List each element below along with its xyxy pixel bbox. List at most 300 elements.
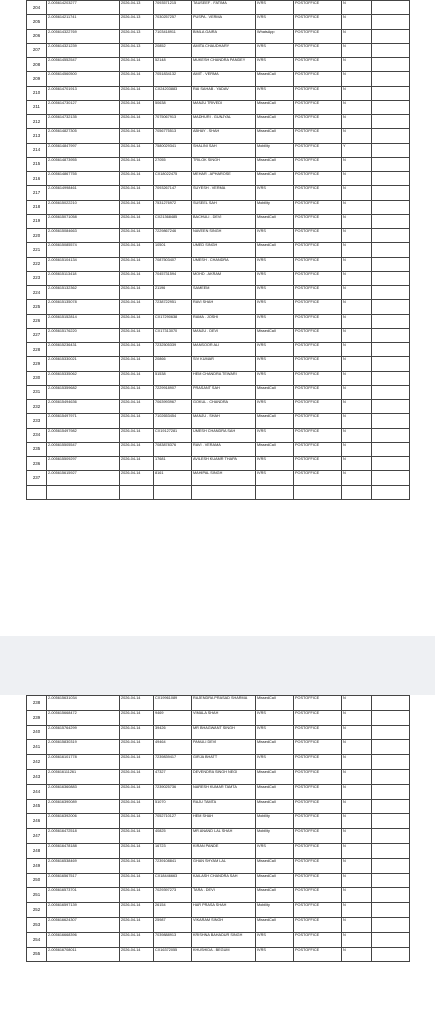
source-cell: POSTOFFICE [294,100,342,114]
source-cell: POSTOFFICE [294,214,342,228]
table-row [27,873,410,888]
booking-id-cell: 2-005614203277 [47,1,120,15]
remarks-cell [372,814,410,829]
table-row [27,58,410,72]
channel-cell: IVRS [256,186,294,200]
remarks-cell [372,784,410,799]
customer-id-cell: 10501 [154,243,192,257]
remarks-cell [372,43,410,57]
flag-cell: N [342,755,372,770]
booking-id-cell: 2-005615022210 [47,200,120,214]
channel-cell: MissedCall [256,799,294,814]
source-cell: POSTOFFICE [294,740,342,755]
date-cell [120,485,154,499]
table-row [27,271,410,285]
flag-cell: N [342,843,372,858]
customer-name-cell: KAILASH CHANDRA SAH [192,873,256,888]
date-cell: 2026-04-13 [120,15,154,29]
customer-id-cell: 7232505339 [154,343,192,357]
date-cell: 2026-04-14 [120,357,154,371]
source-cell: POSTOFFICE [294,172,342,186]
serial-number-cell: 212 [27,115,47,129]
source-cell: POSTOFFICE [294,814,342,829]
date-cell: 2026-04-14 [120,115,154,129]
date-cell: 2026-04-14 [120,371,154,385]
document-page-2 [26,695,409,962]
customer-id-cell: 8161 [154,471,192,485]
customer-name-cell: UMESH . CHANDRA [192,257,256,271]
flag-cell: N [342,442,372,456]
customer-name-cell: PRASANT SAH [192,385,256,399]
booking-id-cell [47,485,120,499]
source-cell: POSTOFFICE [294,300,342,314]
table-row [27,300,410,314]
customer-name-cell: UMED SINGH [192,243,256,257]
remarks-cell [372,829,410,844]
remarks-cell [372,300,410,314]
remarks-cell [372,72,410,86]
customer-name-cell: MANSOOR ALI [192,343,256,357]
table-row [27,15,410,29]
customer-id-cell: 20866 [154,357,192,371]
customer-id-cell: 9469 [154,710,192,725]
customer-id-cell: 7039888913 [154,932,192,947]
date-cell: 2026-04-14 [120,314,154,328]
remarks-cell [372,1,410,15]
customer-id-cell: 27055 [154,157,192,171]
remarks-cell [372,873,410,888]
serial-number-cell: 244 [27,784,47,799]
flag-cell: N [342,784,372,799]
customer-id-cell: CX19127281 [154,428,192,442]
flag-cell: N [342,172,372,186]
serial-number-cell: 248 [27,843,47,858]
remarks-cell [372,200,410,214]
date-cell: 2026-04-14 [120,932,154,947]
table-row [27,200,410,214]
customer-name-cell: PANULI DEVI [192,740,256,755]
source-cell: POSTOFFICE [294,843,342,858]
customer-id-cell: 20852 [154,43,192,57]
customer-name-cell: RAMA . JOSHI [192,314,256,328]
table-row [27,186,410,200]
remarks-cell [372,769,410,784]
serial-number-cell: 224 [27,286,47,300]
flag-cell: N [342,947,372,962]
remarks-cell [372,457,410,471]
table-row [27,784,410,799]
table-row [27,343,410,357]
remarks-cell [372,799,410,814]
remarks-cell [372,186,410,200]
date-cell: 2026-04-13 [120,29,154,43]
remarks-cell [372,843,410,858]
remarks-cell [372,129,410,143]
table-row [27,947,410,962]
remarks-cell [372,229,410,243]
booking-id-cell: 2-005615104134 [47,257,120,271]
serial-number-cell: 230 [27,371,47,385]
customer-name-cell: AVILESH KUAMR THAPA [192,457,256,471]
flag-cell: N [342,115,372,129]
booking-id-cell: 2-005614211741 [47,15,120,29]
remarks-cell [372,86,410,100]
customer-name-cell: NARESH KUMAR TAMTA [192,784,256,799]
customer-name-cell: RAJENDRA PRASAD SHARMA [192,696,256,711]
channel-cell: MissedCall [256,172,294,186]
serial-number-cell: 207 [27,43,47,57]
channel-cell: MissedCall [256,72,294,86]
serial-number-cell: 236 [27,457,47,471]
customer-name-cell: GHAN SHYAM LAL [192,858,256,873]
channel-cell: MissedCall [256,740,294,755]
customer-name-cell: HAR PRASA SHAH [192,903,256,918]
date-cell: 2026-04-14 [120,271,154,285]
serial-number-cell: 254 [27,932,47,947]
remarks-cell [372,414,410,428]
flag-cell: N [342,917,372,932]
remarks-cell [372,29,410,43]
source-cell: POSTOFFICE [294,328,342,342]
serial-number-cell: 222 [27,257,47,271]
flag-cell: N [342,186,372,200]
serial-number-cell: 221 [27,243,47,257]
booking-id-cell: 2-005615497971 [47,414,120,428]
flag-cell: N [342,710,372,725]
channel-cell: MissedCall [256,917,294,932]
customer-name-cell: TARA . DEVI [192,888,256,903]
channel-cell: MissedCall [256,696,294,711]
table-row [27,769,410,784]
customer-id-cell: 7029397273 [154,888,192,903]
customer-name-cell: HEM CHANDRA TEWARI [192,371,256,385]
booking-id-cell: 2-005614560500 [47,72,120,86]
source-cell: POSTOFFICE [294,29,342,43]
table-row [27,858,410,873]
channel-cell: Mobility [256,829,294,844]
date-cell: 2026-04-14 [120,286,154,300]
booking-id-cell: 2-005615113418 [47,271,120,285]
customer-name-cell: RAJU TAMTA [192,799,256,814]
flag-cell: N [342,932,372,947]
channel-cell: MissedCall [256,858,294,873]
booking-id-cell: 2-005614867755 [47,172,120,186]
channel-cell: MissedCall [256,769,294,784]
booking-id-cell: 2-005616360883 [47,784,120,799]
channel-cell: IVRS [256,314,294,328]
flag-cell: N [342,371,372,385]
date-cell: 2026-04-14 [120,696,154,711]
customer-name-cell: KIRAN PANDE [192,843,256,858]
flag-cell: N [342,286,372,300]
date-cell: 2026-04-14 [120,769,154,784]
serial-number-cell: 218 [27,200,47,214]
table-row [27,696,410,711]
flag-cell: N [342,243,372,257]
table-row [27,385,410,399]
flag-cell: N [342,200,372,214]
table-row [27,888,410,903]
date-cell: 2026-04-14 [120,755,154,770]
customer-id-cell: 7063993967 [154,400,192,414]
date-cell: 2026-04-14 [120,428,154,442]
date-cell: 2026-04-13 [120,43,154,57]
table-row [27,428,410,442]
records-table-page-2 [26,695,410,962]
customer-id-cell: 7580029341 [154,143,192,157]
source-cell: POSTOFFICE [294,829,342,844]
serial-number-cell: 213 [27,129,47,143]
flag-cell: N [342,740,372,755]
channel-cell: MissedCall [256,328,294,342]
remarks-cell [372,143,410,157]
date-cell: 2026-04-14 [120,186,154,200]
booking-id-cell: 2-005615505547 [47,442,120,456]
customer-id-cell: 7229918907 [154,385,192,399]
date-cell: 2026-04-14 [120,229,154,243]
date-cell: 2026-04-14 [120,888,154,903]
remarks-cell [372,947,410,962]
remarks-cell [372,485,410,499]
flag-cell: N [342,799,372,814]
date-cell: 2026-04-14 [120,414,154,428]
serial-number-cell: 246 [27,814,47,829]
serial-number-cell: 227 [27,328,47,342]
date-cell: 2026-04-14 [120,829,154,844]
flag-cell: N [342,769,372,784]
date-cell: 2026-04-14 [120,947,154,962]
date-cell: 2026-04-14 [120,257,154,271]
flag-cell: N [342,696,372,711]
remarks-cell [372,58,410,72]
date-cell: 2026-04-14 [120,843,154,858]
source-cell: POSTOFFICE [294,947,342,962]
customer-id-cell: 7102653454 [154,414,192,428]
serial-number-cell: 208 [27,58,47,72]
customer-id-cell: CX17313070 [154,328,192,342]
remarks-cell [372,100,410,114]
customer-id-cell: CX19961089 [154,696,192,711]
booking-id-cell: 2-005615359682 [47,385,120,399]
serial-number-cell: 239 [27,710,47,725]
customer-name-cell: AMITA CHAUDHARY [192,43,256,57]
remarks-cell [372,328,410,342]
flag-cell: N [342,86,372,100]
date-cell: 2026-04-14 [120,300,154,314]
serial-number-cell: 242 [27,755,47,770]
serial-number-cell: 237 [27,471,47,485]
serial-number-cell: 220 [27,229,47,243]
source-cell [294,485,342,499]
table-row [27,143,410,157]
table-row [27,799,410,814]
flag-cell: N [342,414,372,428]
remarks-cell [372,15,410,29]
table-row [27,100,410,114]
booking-id-cell: 2-005616668396 [47,932,120,947]
table-row [27,932,410,947]
customer-id-cell: 7239025736 [154,784,192,799]
table-row [27,414,410,428]
source-cell: POSTOFFICE [294,858,342,873]
customer-id-cell: CX18446663 [154,873,192,888]
booking-id-cell: 2-005614847997 [47,143,120,157]
source-cell: POSTOFFICE [294,457,342,471]
booking-id-cell: 2-005616567517 [47,873,120,888]
remarks-cell [372,755,410,770]
remarks-cell [372,286,410,300]
table-row [27,86,410,100]
customer-id-cell: 7238722951 [154,300,192,314]
serial-number-cell: 216 [27,172,47,186]
channel-cell: IVRS [256,843,294,858]
channel-cell: MissedCall [256,115,294,129]
table-row [27,314,410,328]
customer-name-cell: NAVEEN SINGH [192,229,256,243]
serial-number-cell: 204 [27,1,47,15]
remarks-cell [372,400,410,414]
table-row [27,214,410,228]
channel-cell: IVRS [256,725,294,740]
table-row [27,115,410,129]
source-cell: POSTOFFICE [294,286,342,300]
source-cell: POSTOFFICE [294,343,342,357]
serial-number-cell: 225 [27,300,47,314]
table-row [27,903,410,918]
booking-id-cell: 2-005616101778 [47,755,120,770]
customer-name-cell: GOKUL . CHANDRA [192,400,256,414]
booking-id-cell: 2-005615152814 [47,314,120,328]
customer-name-cell: AMIT . VERMA [192,72,256,86]
source-cell: POSTOFFICE [294,157,342,171]
booking-id-cell: 2-005615132362 [47,286,120,300]
booking-id-cell: 2-005615615927 [47,471,120,485]
customer-name-cell: SUSEEL SAH [192,200,256,214]
channel-cell: IVRS [256,300,294,314]
flag-cell: N [342,457,372,471]
customer-name-cell: UMESH CHANDRA SAH [192,428,256,442]
channel-cell: MissedCall [256,442,294,456]
source-cell: POSTOFFICE [294,784,342,799]
date-cell: 2026-04-14 [120,400,154,414]
channel-cell: IVRS [256,428,294,442]
source-cell: POSTOFFICE [294,129,342,143]
customer-name-cell: SHALINI SAH [192,143,256,157]
channel-cell: IVRS [256,271,294,285]
remarks-cell [372,428,410,442]
booking-id-cell: 2-005614552547 [47,58,120,72]
customer-id-cell: 7229867246 [154,229,192,243]
serial-number-cell: 215 [27,157,47,171]
customer-name-cell: MADHURI . GUNJYAL [192,115,256,129]
remarks-cell [372,257,410,271]
flag-cell: N [342,157,372,171]
channel-cell: IVRS [256,457,294,471]
serial-number-cell [27,485,47,499]
customer-name-cell: VIKARAM SINGH [192,917,256,932]
source-cell: POSTOFFICE [294,357,342,371]
customer-name-cell: VIMALA SHAH [192,710,256,725]
table-row [27,471,410,485]
customer-id-cell: 49464 [154,740,192,755]
channel-cell: IVRS [256,43,294,57]
customer-id-cell: CX21368485 [154,214,192,228]
table-row [27,485,410,499]
date-cell: 2026-04-14 [120,157,154,171]
date-cell: 2026-04-14 [120,799,154,814]
channel-cell: MissedCall [256,784,294,799]
remarks-cell [372,243,410,257]
customer-id-cell [154,485,192,499]
remarks-cell [372,271,410,285]
serial-number-cell: 255 [27,947,47,962]
booking-id-cell: 2-005615830319 [47,740,120,755]
remarks-cell [372,442,410,456]
channel-cell: MissedCall [256,414,294,428]
source-cell: POSTOFFICE [294,43,342,57]
table-row [27,43,410,57]
flag-cell: N [342,257,372,271]
remarks-cell [372,371,410,385]
table-row [27,1,410,15]
serial-number-cell: 223 [27,271,47,285]
customer-id-cell: 7030257257 [154,15,192,29]
booking-id-cell: 2-005615494636 [47,400,120,414]
flag-cell: Y [342,143,372,157]
channel-cell: WhatsApp [256,29,294,43]
flag-cell: N [342,271,372,285]
remarks-cell [372,471,410,485]
channel-cell: IVRS [256,755,294,770]
customer-id-cell: 7093571215 [154,1,192,15]
table-row [27,229,410,243]
flag-cell: N [342,829,372,844]
flag-cell: N [342,328,372,342]
serial-number-cell: 241 [27,740,47,755]
table-row [27,814,410,829]
flag-cell: N [342,15,372,29]
flag-cell: N [342,72,372,86]
source-cell: POSTOFFICE [294,755,342,770]
date-cell: 2026-04-14 [120,72,154,86]
channel-cell: MissedCall [256,385,294,399]
source-cell: POSTOFFICE [294,888,342,903]
table-row [27,740,410,755]
serial-number-cell: 211 [27,100,47,114]
booking-id-cell: 2-005614730127 [47,100,120,114]
channel-cell: MissedCall [256,888,294,903]
flag-cell: N [342,1,372,15]
customer-id-cell: 26154 [154,903,192,918]
customer-name-cell: MAHIPAL SINGH [192,471,256,485]
customer-id-cell: 7087503407 [154,257,192,271]
customer-name-cell: MEHAR . APHAROSE [192,172,256,186]
customer-name-cell: PUSPA . VERMA [192,15,256,29]
date-cell: 2026-04-14 [120,343,154,357]
customer-id-cell: CX17290638 [154,314,192,328]
source-cell: POSTOFFICE [294,696,342,711]
customer-name-cell: RAI SAHAB . YADAV [192,86,256,100]
table-row [27,157,410,171]
channel-cell: Mobility [256,200,294,214]
source-cell: POSTOFFICE [294,385,342,399]
flag-cell: N [342,214,372,228]
serial-number-cell: 232 [27,400,47,414]
source-cell: POSTOFFICE [294,257,342,271]
page-break-gap [0,636,435,695]
flag-cell: N [342,229,372,243]
date-cell: 2026-04-14 [120,100,154,114]
